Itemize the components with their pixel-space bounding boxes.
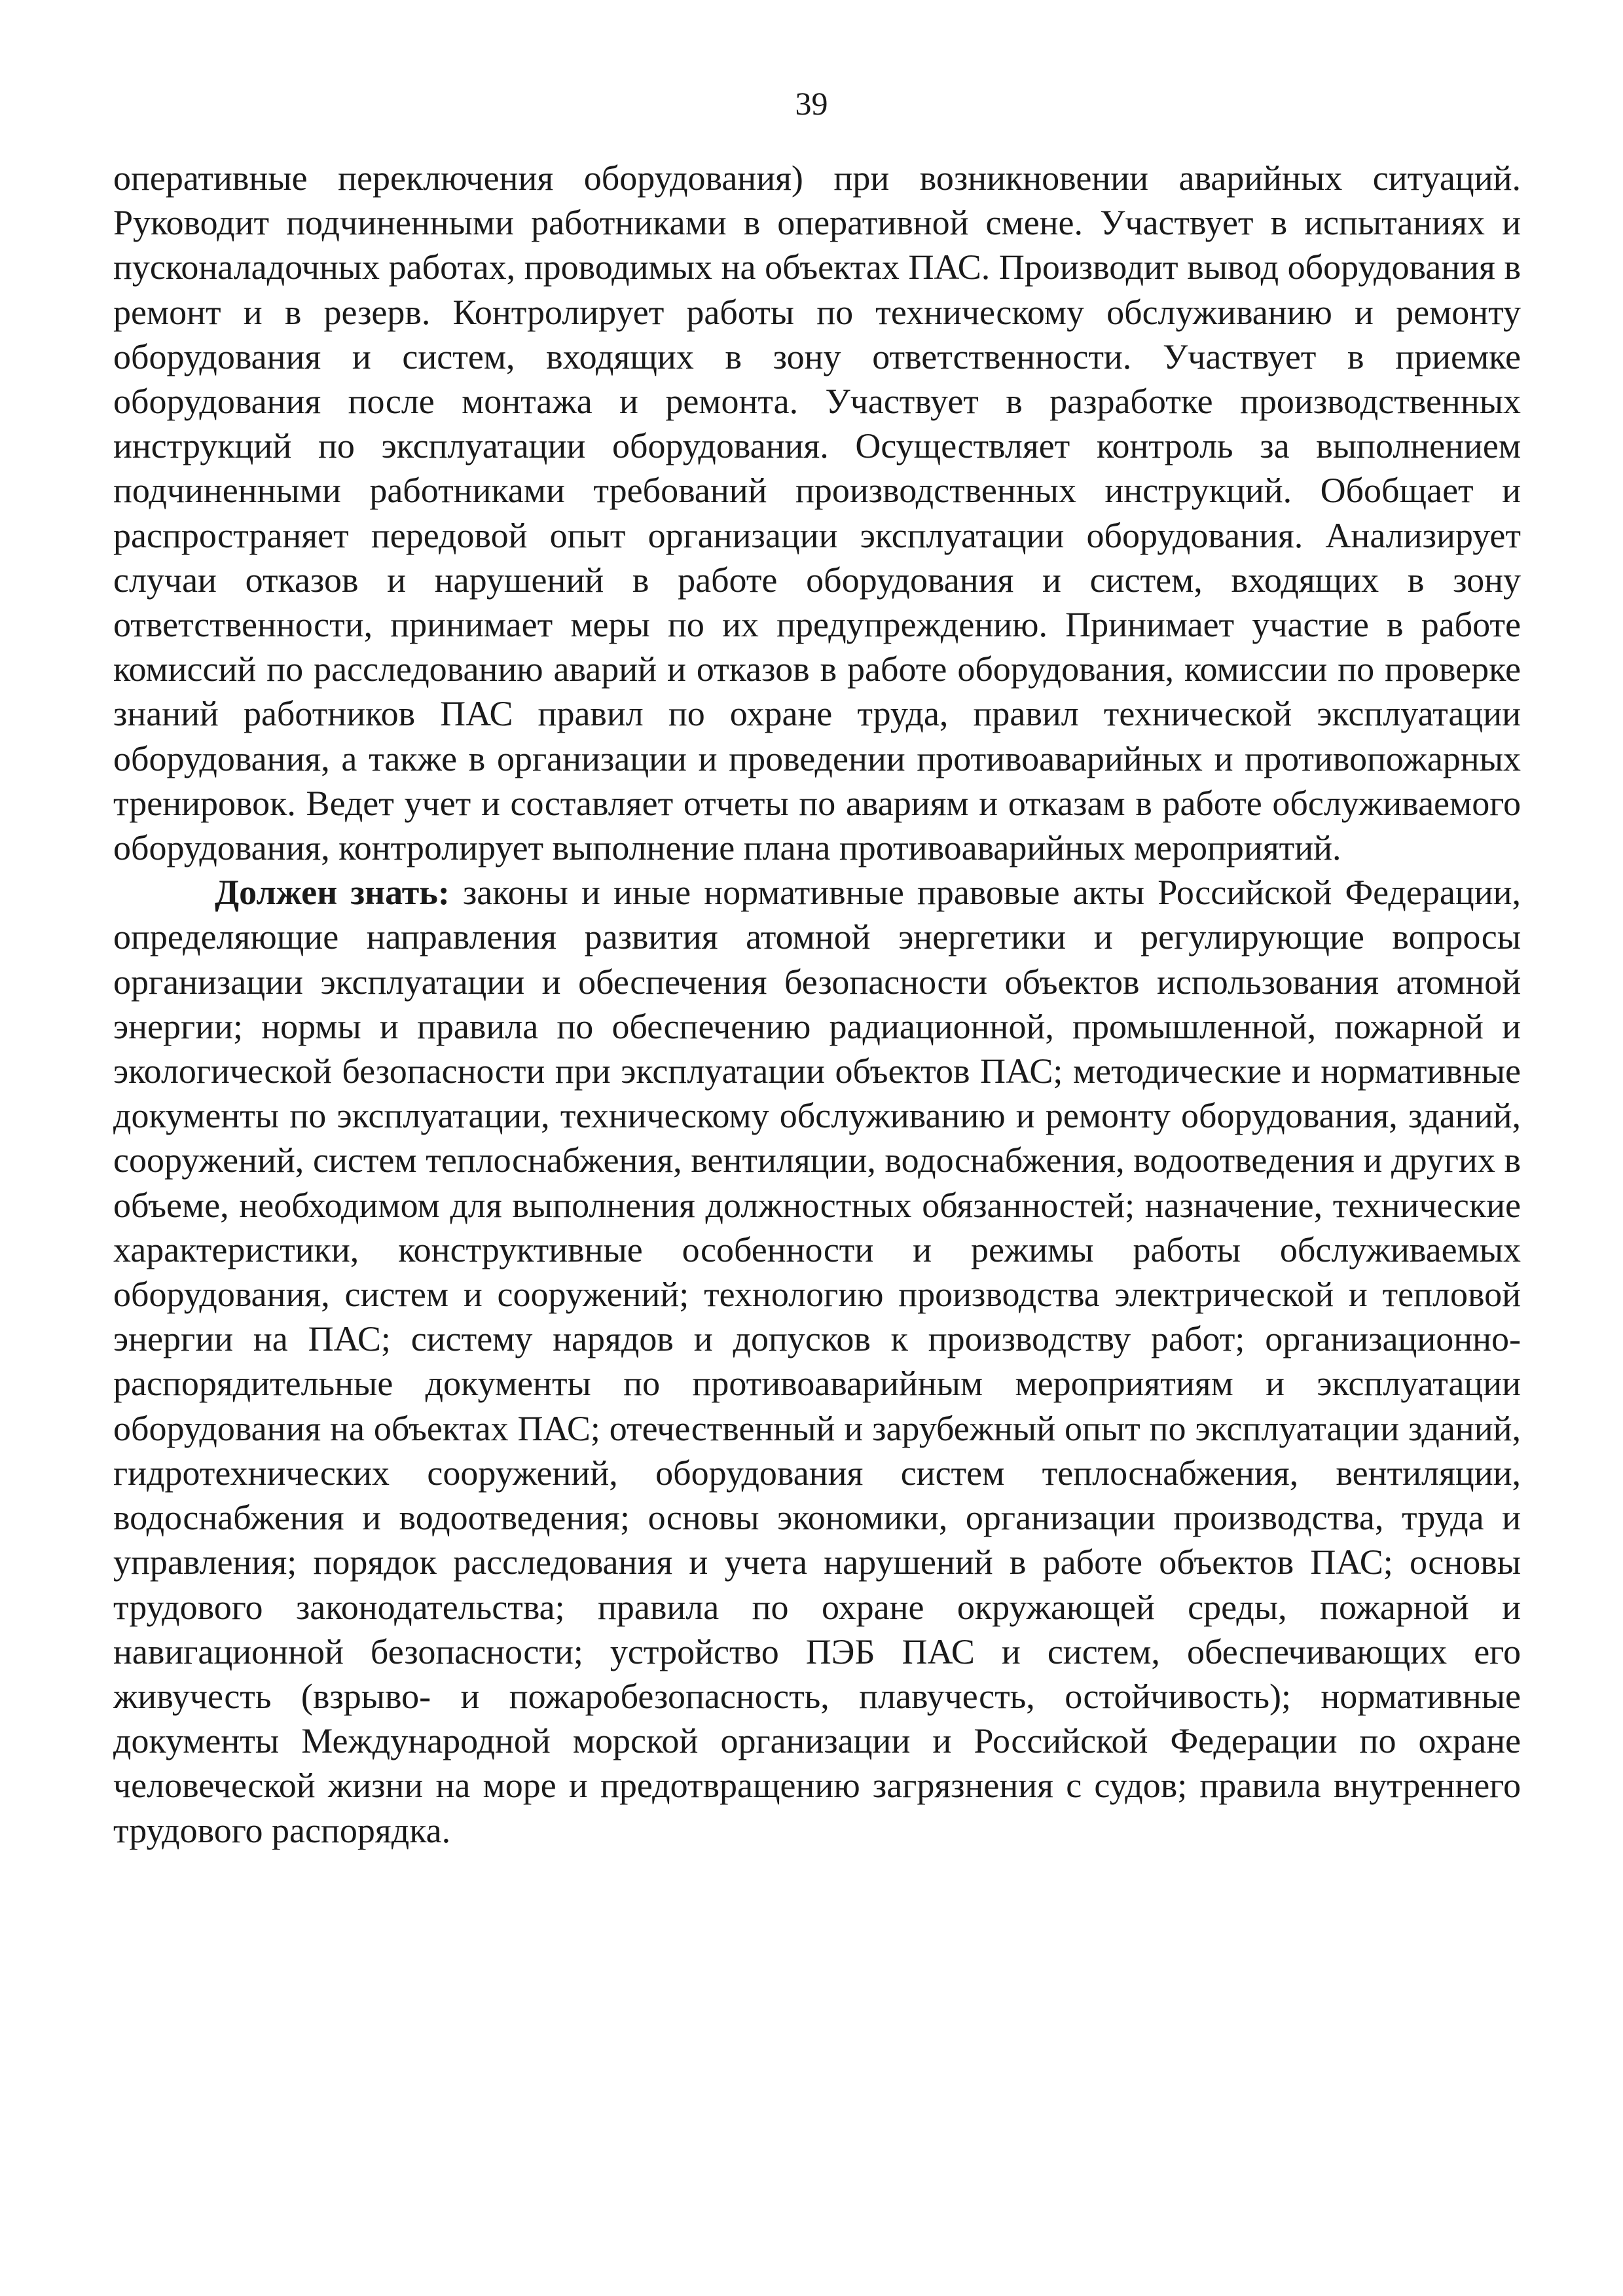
body-text: [113, 156, 1521, 1853]
paragraph-must-know: [113, 870, 1521, 1852]
paragraph-duties: оперативные переключения оборудования) при возникновении аварийных ситуаций. Руководит подчиненными работниками в оперативной смене. Участвует в испытаниях и пусконаладочных работах, проводимых на объектах ПАС. Производит вывод оборудования в ремонт и в резерв. Контролирует работы по техническому обслуживанию и ремонту оборудования и систем, входящих в зону ответственности. Участвует в приемке оборудования после монтажа и ремонта. Участвует в разработке производственных инструкций по эксплуатации оборудования. Осуществляет контроль за выполнением подчиненными работниками требований производственных инструкций. Обобщает и распространяет передовой опыт организации эксплуатации оборудования. Анализирует случаи отказов и нарушений в работе оборудования и систем, входящих в зону ответственности, принимает меры по их предупреждению. Принимает участие в работе комиссий по расследованию аварий и отказов в работе оборудования, комиссии по проверке знаний работников ПАС правил по охране труда, правил технической эксплуатации оборудования, а также в организации и проведении противоаварийных и противопожарных тренировок. Ведет учет и составляет отчеты по авариям и отказам в работе обслуживаемого оборудования, контролирует выполнение плана противоаварийных мероприятий.: [113, 158, 1521, 868]
must-know-heading: Должен знать:: [215, 873, 450, 913]
page-number: 39: [795, 85, 828, 122]
must-know-text: законы и иные нормативные правовые акты Российской Федерации, определяющие направления развития атомной энергетики и регулирующие вопросы организации эксплуатации и обеспечения безопасности объектов использования атомной энергии; нормы и правила по обеспечению радиационной, промышленной, пожарной и экологической безопасности при эксплуатации объектов ПАС; методические и нормативные документы по эксплуатации, техническому обслуживанию и ремонту оборудования, зданий, сооружений, систем теплоснабжения, вентиляции, водоснабжения, водоотведения и других в объеме, необходимом для выполнения должностных обязанностей; назначение, технические характеристики, конструктивные особенности и режимы работы обслуживаемых оборудования, систем и сооружений; технологию производства электрической и тепловой энергии на ПАС; систему нарядов и допусков к производству работ; организационно-распорядительные документы по противоаварийным мероприятиям и эксплуатации оборудования на объектах ПАС; отечественный и зарубежный опыт по эксплуатации зданий, гидротехнических сооружений, оборудования систем теплоснабжения, вентиляции, водоснабжения и водоотведения; основы экономики, организации производства, труда и управления; порядок расследования и учета нарушений в работе объектов ПАС; основы трудового законодательства; правила по охране окружающей среды, пожарной и навигационной безопасности; устройство ПЭБ ПАС и систем, обеспечивающих его живучесть (взрыво- и пожаробезопасность, плавучесть, остойчивость); нормативные документы Международной морской организации и Российской Федерации по охране человеческой жизни на море и предотвращению загрязнения с судов; правила внутреннего трудового распорядка.: [113, 873, 1521, 1850]
